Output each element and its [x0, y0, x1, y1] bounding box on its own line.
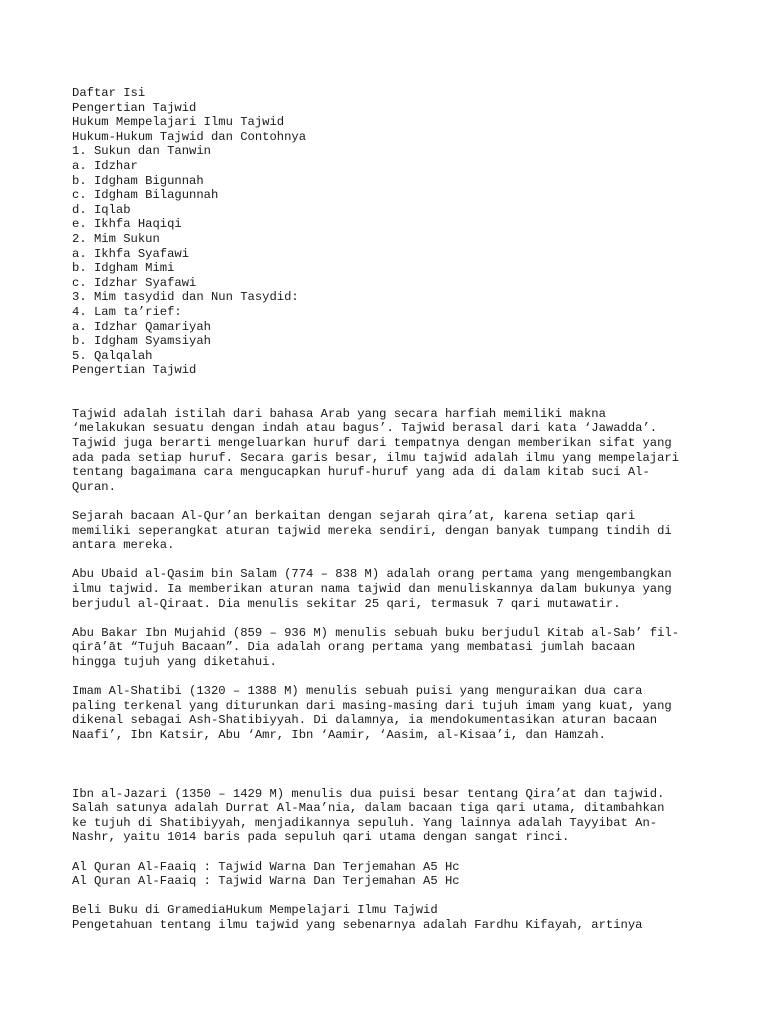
- toc-line: 4. Lam ta’rief:: [72, 304, 182, 319]
- text-line: tentang bagaimana cara mengucapkan huruf-huruf yang ada di dalam kitab suci Al-: [72, 465, 650, 480]
- paragraph-ibn-al-jazari: [72, 787, 712, 845]
- text-line: Pengetahuan tentang ilmu tajwid yang sebenarnya adalah Fardhu Kifayah, artinya: [72, 917, 643, 932]
- toc-line: Daftar Isi: [72, 86, 146, 100]
- text-line: memiliki seperangkat aturan tajwid mereka sendiri, dengan banyak tumpang tindih di: [72, 523, 672, 538]
- toc-line: c. Idgham Bilagunnah: [72, 188, 219, 203]
- text-line: antara mereka.: [72, 538, 175, 553]
- toc-line: 5. Qalqalah: [72, 348, 153, 363]
- text-line: paling terkenal yang diturunkan dari masing-masing dari tujuh imam yang kuat, yang: [72, 698, 672, 713]
- table-of-contents: [72, 86, 712, 378]
- text-line: Beli Buku di GramediaHukum Mempelajari Ilmu Tajwid: [72, 903, 438, 918]
- text-line: dikenal sebagai Ash-Shatibiyyah. Di dalamnya, ia mendokumentasikan aturan bacaan: [72, 713, 658, 728]
- product-title: Al Quran Al-Faaiq : Tajwid Warna Dan Terjemahan A5 Hc: [72, 859, 460, 874]
- text-line: ke tujuh di Shatibiyyah, menjadikannya sepuluh. Yang lainnya adalah Tayyibat An-: [72, 815, 658, 830]
- text-line: hingga tujuh yang diketahui.: [72, 654, 277, 669]
- toc-line: a. Idzhar: [72, 158, 138, 173]
- text-line: Tajwid adalah istilah dari bahasa Arab yang secara harfiah memiliki makna: [72, 406, 606, 421]
- text-line: Nashr, yaitu 1014 baris pada sepuluh qari utama dengan sangat rinci.: [72, 830, 570, 845]
- toc-line: c. Idzhar Syafawi: [72, 275, 197, 290]
- toc-line: d. Iqlab: [72, 202, 131, 217]
- toc-line: Pengertian Tajwid: [72, 100, 197, 115]
- toc-line: b. Idgham Mimi: [72, 261, 175, 276]
- toc-line: 3. Mim tasydid dan Nun Tasydid:: [72, 290, 299, 305]
- section-heading: Pengertian Tajwid: [72, 363, 197, 378]
- paragraph-al-shatibi: [72, 684, 712, 742]
- toc-line: Hukum Mempelajari Ilmu Tajwid: [72, 115, 285, 130]
- toc-line: e. Ikhfa Haqiqi: [72, 217, 182, 232]
- text-line: qirā’āt “Tujuh Bacaan”. Dia adalah orang pertama yang membatasi jumlah bacaan: [72, 640, 636, 655]
- text-line: ‘melakukan sesuatu dengan indah atau bagus’. Tajwid berasal dari kata ‘Jawadda’.: [72, 421, 658, 436]
- paragraph-definition: [72, 407, 712, 495]
- toc-line: 2. Mim Sukun: [72, 231, 160, 246]
- text-line: Sejarah bacaan Al-Qur’an berkaitan dengan sejarah qira’at, karena setiap qari: [72, 509, 636, 524]
- text-line: Quran.: [72, 479, 116, 494]
- toc-line: Hukum-Hukum Tajwid dan Contohnya: [72, 129, 307, 144]
- text-line: Abu Ubaid al-Qasim bin Salam (774 – 838 M) adalah orang pertama yang mengembangkan: [72, 567, 672, 582]
- text-line: Imam Al-Shatibi (1320 – 1388 M) menulis sebuah puisi yang menguraikan dua cara: [72, 684, 643, 699]
- text-line: Salah satunya adalah Durrat Al-Maa’nia, dalam bacaan tiga qari utama, ditambahkan: [72, 801, 665, 816]
- document-page: [72, 86, 712, 932]
- toc-line: a. Idzhar Qamariyah: [72, 319, 211, 334]
- toc-line: 1. Sukun dan Tanwin: [72, 144, 211, 159]
- text-line: Ibn al-Jazari (1350 – 1429 M) menulis dua puisi besar tentang Qira’at dan tajwid.: [72, 786, 665, 801]
- text-line: Tajwid juga berarti mengeluarkan huruf dari tempatnya dengan memberikan sifat yang: [72, 436, 672, 451]
- toc-line: b. Idgham Syamsiyah: [72, 334, 211, 349]
- text-line: berjudul al-Qiraat. Dia menulis sekitar 25 qari, termasuk 7 qari mutawatir.: [72, 596, 621, 611]
- product-title: Al Quran Al-Faaiq : Tajwid Warna Dan Terjemahan A5 Hc: [72, 874, 460, 889]
- text-line: ada pada setiap huruf. Secara garis besar, ilmu tajwid adalah ilmu yang mempelajari: [72, 450, 680, 465]
- paragraph-ibn-mujahid: [72, 626, 712, 670]
- paragraph-history: [72, 509, 712, 553]
- toc-line: a. Ikhfa Syafawi: [72, 246, 190, 261]
- text-line: ilmu tajwid. Ia memberikan aturan nama tajwid dan menuliskannya dalam bukunya yang: [72, 582, 672, 596]
- paragraph-hukum: [72, 903, 712, 932]
- product-promo: [72, 860, 712, 889]
- text-line: Abu Bakar Ibn Mujahid (859 – 936 M) menulis sebuah buku berjudul Kitab al-Sab’ fil-: [72, 625, 680, 640]
- toc-line: b. Idgham Bigunnah: [72, 173, 204, 188]
- paragraph-abu-ubaid: [72, 567, 712, 611]
- text-line: Naafi’, Ibn Katsir, Abu ‘Amr, Ibn ‘Aamir, ‘Aasim, al-Kisaa’i, dan Hamzah.: [72, 727, 606, 742]
